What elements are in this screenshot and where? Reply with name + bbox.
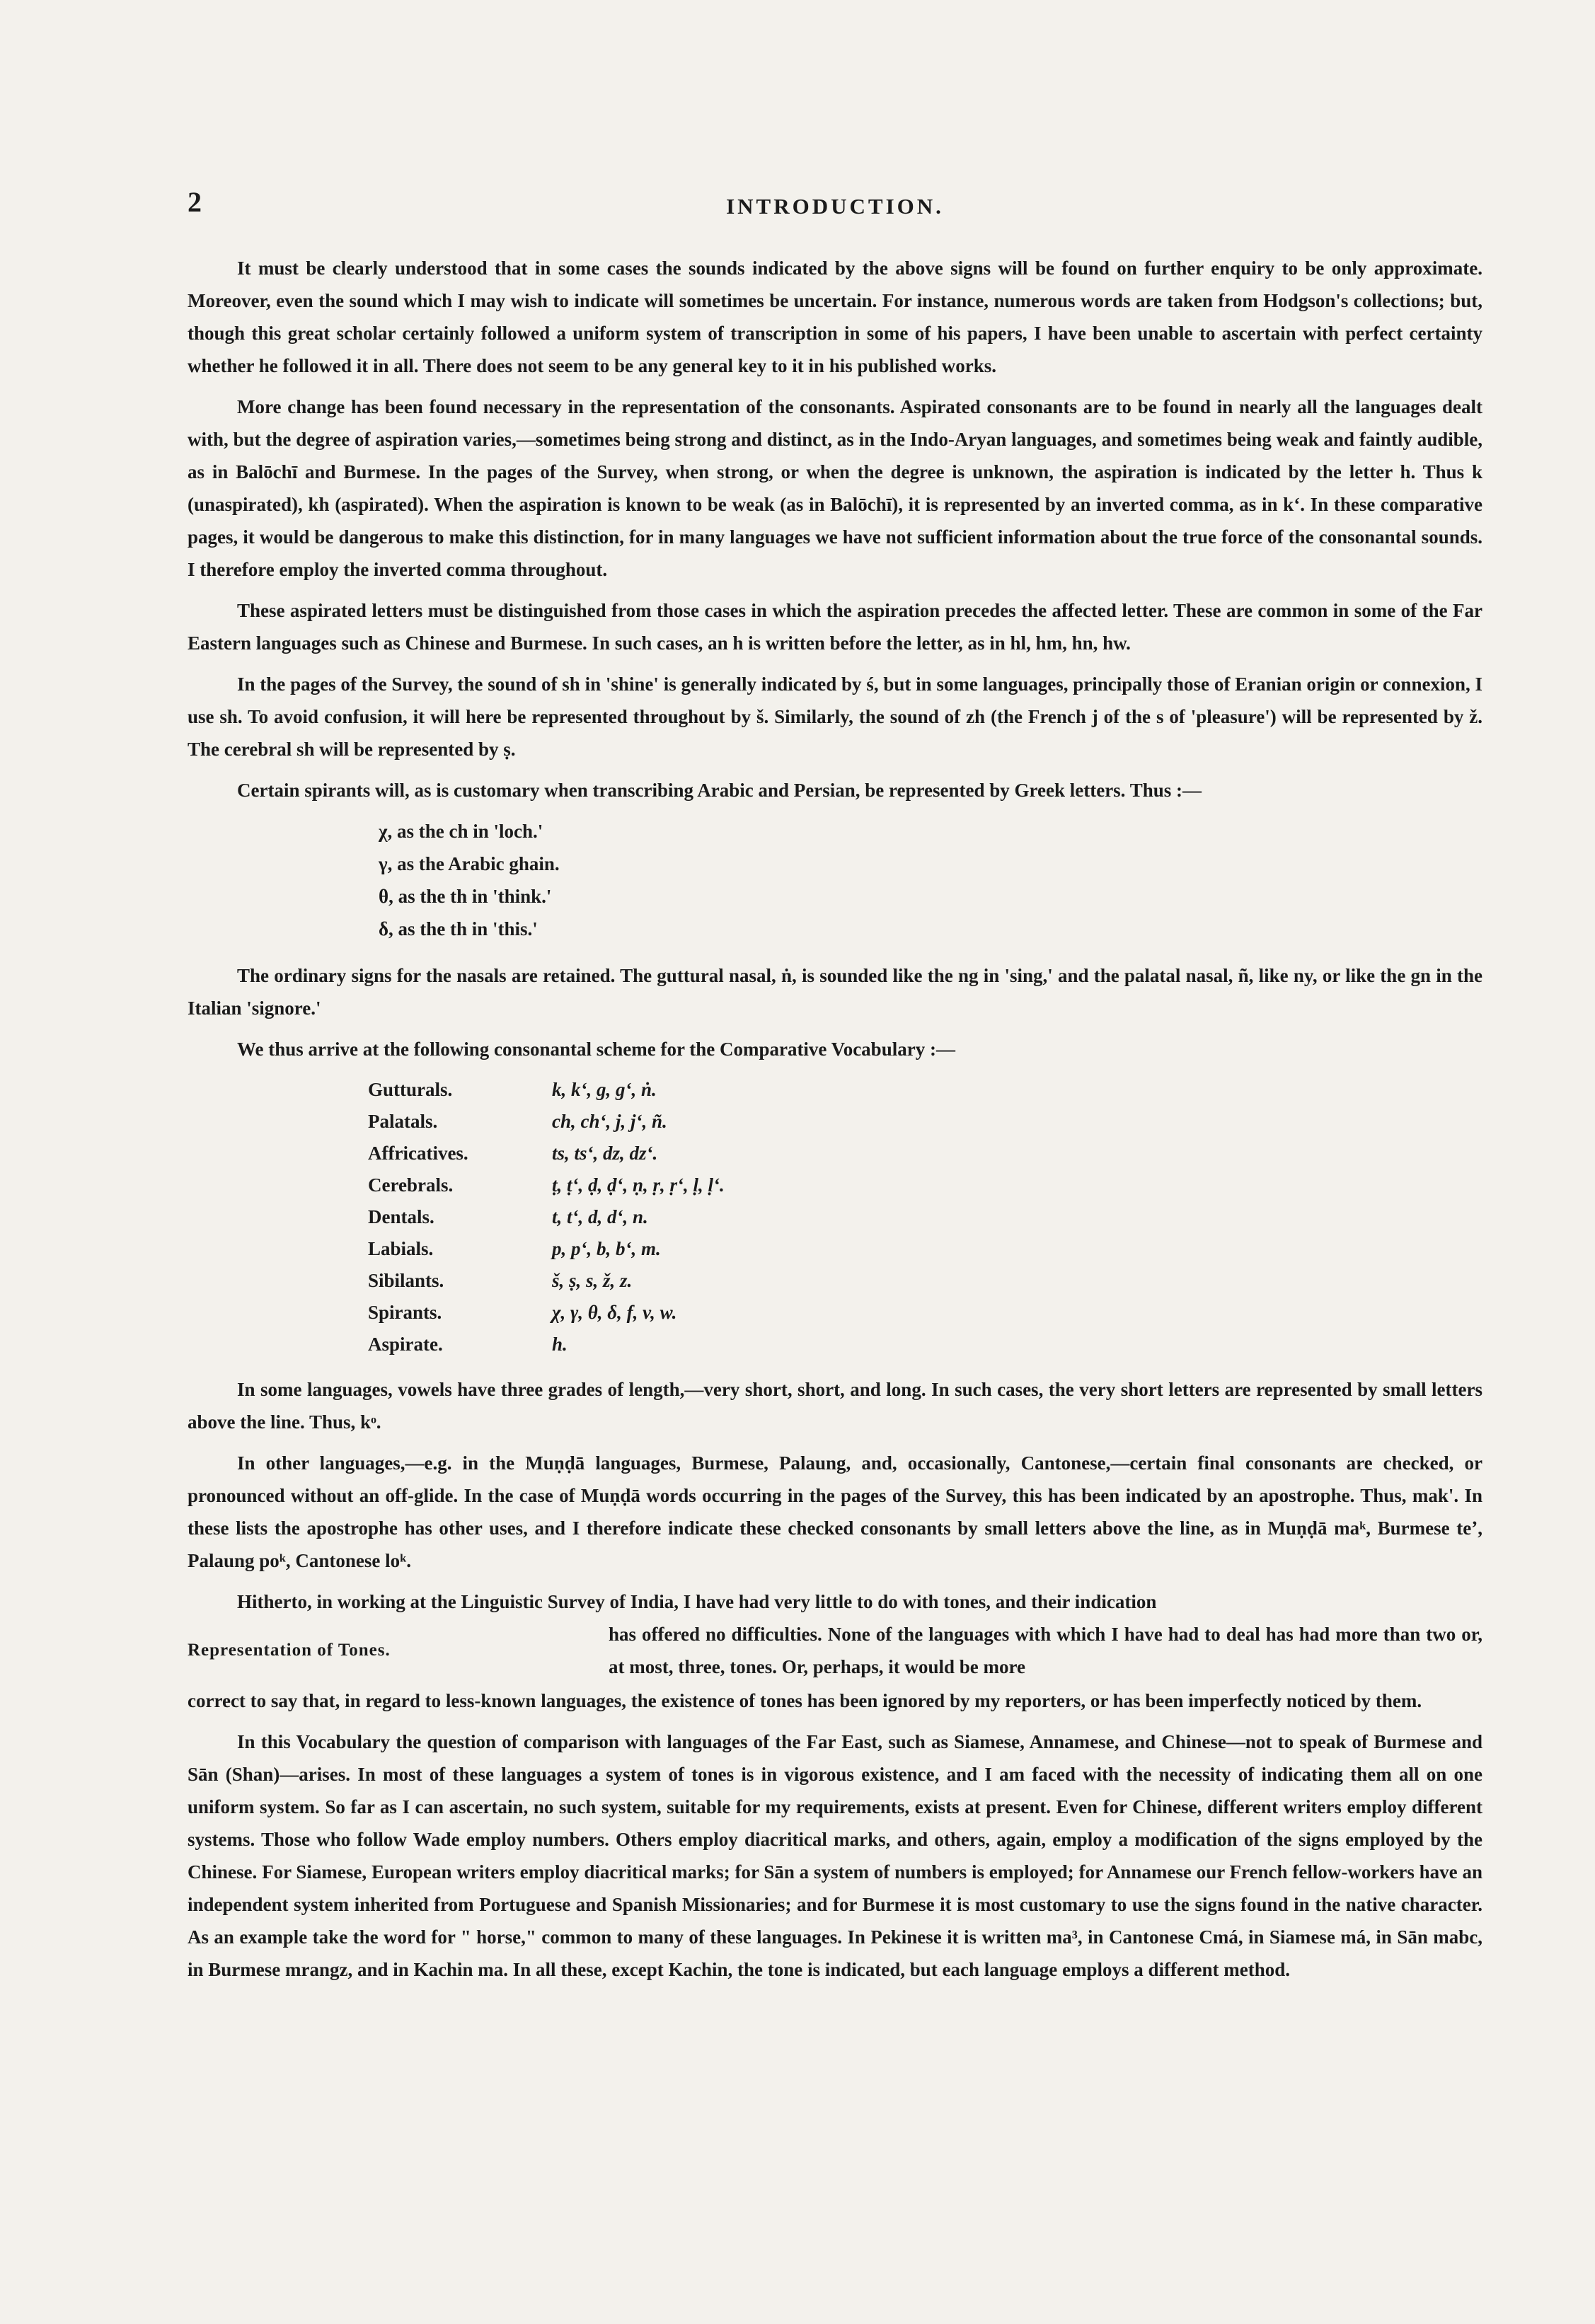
scheme-row	[368, 1106, 1482, 1138]
scheme-row	[368, 1297, 1482, 1329]
paragraph-9: In other languages,—e.g. in the Muṇḍā languages, Burmese, Palaung, and, occasionally, Cantonese,—certain final consonants are checked, or pronounced without an off-glide. In the case of Muṇḍā words occurring in the pages of the Survey, this has been indicated by an apostrophe. Thus, mak'. In these lists the apostrophe has other uses, and I therefore indicate these checked consonants by small letters above the line, as in Muṇḍā maᵏ, Burmese teʼ, Palaung poᵏ, Cantonese loᵏ.	[188, 1452, 1482, 1571]
paragraph-1: It must be clearly understood that in some cases the sounds indicated by the above signs will be found on further enquiry to be only approximate. Moreover, even the sound which I may wish to indicate will sometimes be uncertain. For instance, numerous words are taken from Hodgson's collections; but, though this great scholar certainly followed a uniform system of transcription in some of his papers, I have been unable to ascertain with perfect certainty whether he followed it in all. There does not seem to be any general key to it in his published works.	[188, 258, 1482, 376]
list-item: θ, as the th in 'think.'	[379, 886, 552, 907]
paragraph-10-side: has offered no difficulties. None of the languages with which I have had to deal has had more than two or, at most, three, tones. Or, perhaps, it would be more	[609, 1624, 1482, 1677]
paragraph-8: In some languages, vowels have three grades of length,—very short, short, and long. In such cases, the very short letters are represented by small letters above the line. Thus, kᵒ.	[188, 1379, 1482, 1433]
scheme-label: Gutturals.	[368, 1079, 453, 1100]
side-heading-tones: Representation of Tones.	[188, 1641, 391, 1660]
page	[188, 185, 1482, 1994]
page-number: 2	[188, 186, 202, 218]
spirants-list	[379, 815, 1482, 945]
paragraph-7: We thus arrive at the following consonantal scheme for the Comparative Vocabulary :—	[237, 1039, 955, 1060]
paragraph-11: In this Vocabulary the question of comparison with languages of the Far East, such as Siamese, Annamese, and Chinese—not to speak of Burmese and Sān (Shan)—arises. In most of these languages a system of tones is in vigorous existence, and I am faced with the necessity of indicating them all on one uniform system. So far as I can ascertain, no such system, suitable for my requirements, exists at present. Even for Chinese, different writers employ different systems. Those who follow Wade employ numbers. Others employ diacritical marks, and others, again, employ a modification of the signs employed by the Chinese. For Siamese, European writers employ diacritical marks; for Sān a system of numbers is employed; for Annamese our French fellow-workers have an independent system inherited from Portuguese and Spanish Missionaries; and for Burmese it is most customary to use the signs found in the native character. As an example take the word for " horse," common to many of these languages. In Pekinese it is written ma³, in Cantonese Cmá, in Siamese má, in Sān mabc, in Burmese mrangz, and in Kachin ma. In all these, except Kachin, the tone is indicated, but each language employs a different method.	[188, 1731, 1482, 1980]
scheme-value: ts, tsʻ, dz, dzʻ.	[552, 1143, 658, 1164]
scheme-value: χ, γ, θ, δ, f, v, w.	[552, 1302, 677, 1323]
scheme-value: p, pʻ, b, bʻ, m.	[552, 1238, 661, 1259]
scheme-row	[368, 1233, 1482, 1265]
paragraph-4: In the pages of the Survey, the sound of sh in 'shine' is generally indicated by ś, but in some languages, principally those of Eranian origin or connexion, I use sh. To avoid confusion, it will here be represented throughout by š. Similarly, the sound of zh (the French j of the s of 'pleasure') will be represented by ž. The cerebral sh will be represented by ṣ.	[188, 674, 1482, 760]
scheme-value: k, kʻ, g, gʻ, ṅ.	[552, 1079, 657, 1100]
list-item: γ, as the Arabic ghain.	[379, 853, 560, 874]
scheme-row	[368, 1201, 1482, 1233]
scheme-label: Cerebrals.	[368, 1174, 454, 1196]
scheme-value: ch, chʻ, j, jʻ, ñ.	[552, 1111, 667, 1132]
scheme-row	[368, 1265, 1482, 1297]
paragraph-5: Certain spirants will, as is customary when transcribing Arabic and Persian, be represented by Greek letters. Thus :—	[237, 780, 1202, 801]
paragraph-10-lead: Hitherto, in working at the Linguistic Survey of India, I have had very little to do with tones, and their indication	[237, 1591, 1157, 1612]
paragraph-10-rest: correct to say that, in regard to less-known languages, the existence of tones has been ignored by my reporters, or has been imperfectly noticed by them.	[188, 1690, 1422, 1711]
scheme-label: Dentals.	[368, 1206, 434, 1227]
scheme-row	[368, 1138, 1482, 1169]
scheme-label: Sibilants.	[368, 1270, 444, 1291]
paragraph-2: More change has been found necessary in the representation of the consonants. Aspirated consonants are to be found in nearly all the languages dealt with, but the degree of aspiration varies,—sometimes being strong and distinct, as in the Indo-Aryan languages, and sometimes being weak and faintly audible, as in Balōchī and Burmese. In the pages of the Survey, when strong, or when the degree is unknown, the aspiration is indicated by the letter h. Thus k (unaspirated), kh (aspirated). When the aspiration is known to be weak (as in Balōchī), it is represented by an inverted comma, as in kʻ. In these comparative pages, it would be dangerous to make this distinction, for in many languages we have not sufficient information about the true force of the consonantal sounds. I therefore employ the inverted comma throughout.	[188, 396, 1482, 580]
running-title: INTRODUCTION.	[726, 194, 944, 219]
scheme-label: Labials.	[368, 1238, 434, 1259]
list-item: χ, as the ch in 'loch.'	[379, 821, 543, 842]
scheme-row	[368, 1329, 1482, 1360]
scheme-label: Affricatives.	[368, 1143, 468, 1164]
scheme-row	[368, 1074, 1482, 1106]
scheme-value: h.	[552, 1334, 568, 1355]
scheme-value: t, tʻ, d, dʻ, n.	[552, 1206, 648, 1227]
consonantal-scheme	[368, 1074, 1482, 1360]
scheme-value: š, ṣ, s, ž, z.	[552, 1270, 633, 1291]
tones-section	[188, 1618, 1482, 1683]
paragraph-3: These aspirated letters must be distinguished from those cases in which the aspiration precedes the affected letter. These are common in some of the Far Eastern languages such as Chinese and Burmese. In such cases, an h is written before the letter, as in hl, hm, hn, hw.	[188, 600, 1482, 654]
scheme-label: Aspirate.	[368, 1334, 443, 1355]
page-header	[188, 185, 1482, 228]
scheme-label: Spirants.	[368, 1302, 442, 1323]
scheme-value: ṭ, ṭʻ, ḍ, ḍʻ, ṇ, ṛ, ṛʻ, ḷ, ḷʻ.	[552, 1174, 725, 1196]
list-item: δ, as the th in 'this.'	[379, 918, 538, 940]
scheme-label: Palatals.	[368, 1111, 438, 1132]
paragraph-6: The ordinary signs for the nasals are retained. The guttural nasal, ṅ, is sounded like the ng in 'sing,' and the palatal nasal, ñ, like ny, or like the gn in the Italian 'signore.'	[188, 965, 1482, 1019]
scheme-row	[368, 1169, 1482, 1201]
